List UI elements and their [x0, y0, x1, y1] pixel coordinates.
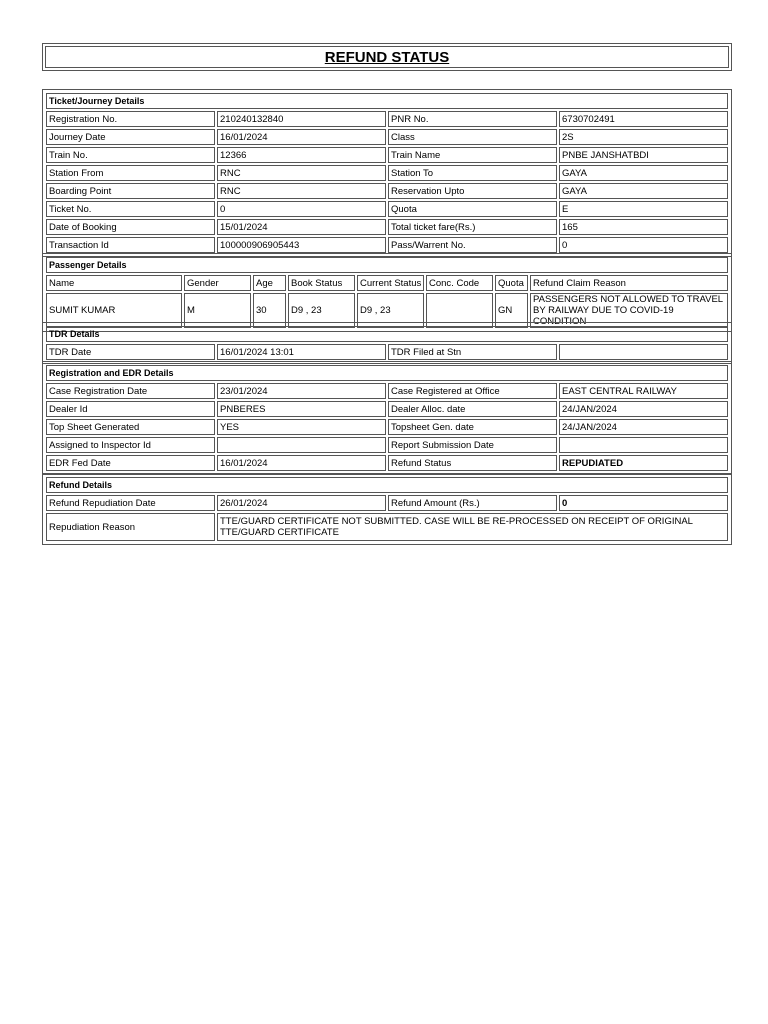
field-label: Topsheet Gen. date: [388, 419, 557, 435]
field-label: Refund Repudiation Date: [46, 495, 215, 511]
field-value: 165: [559, 219, 728, 235]
table-row: [46, 111, 728, 127]
field-value: 24/JAN/2024: [559, 401, 728, 417]
column-header: Quota: [495, 275, 528, 291]
field-value: 2S: [559, 129, 728, 145]
field-value: 26/01/2024: [217, 495, 386, 511]
table-row: [46, 401, 728, 417]
table-row: [46, 183, 728, 199]
field-label: Refund Amount (Rs.): [388, 495, 557, 511]
field-value: RNC: [217, 183, 386, 199]
section-header: Registration and EDR Details: [46, 365, 728, 381]
field-label: Case Registration Date: [46, 383, 215, 399]
table-row: [46, 455, 728, 471]
tdr-section: [42, 322, 732, 364]
field-label: Transaction Id: [46, 237, 215, 253]
field-label: Pass/Warrent No.: [388, 237, 557, 253]
passenger-age: 30: [253, 293, 286, 328]
field-label: Repudiation Reason: [46, 513, 215, 541]
section-header: TDR Details: [46, 326, 728, 342]
field-value: 15/01/2024: [217, 219, 386, 235]
repudiation-reason-value: TTE/GUARD CERTIFICATE NOT SUBMITTED. CASE WILL BE RE-PROCESSED ON RECEIPT OF ORIGINAL TTE/GUARD CERTIFICATE: [217, 513, 728, 541]
field-label: Journey Date: [46, 129, 215, 145]
column-header: Current Status: [357, 275, 424, 291]
column-header: Age: [253, 275, 286, 291]
refund-claim-reason: PASSENGERS NOT ALLOWED TO TRAVEL BY RAILWAY DUE TO COVID-19 CONDITION: [530, 293, 728, 328]
field-label: Station To: [388, 165, 557, 181]
refund-table: [44, 475, 730, 543]
field-label: Registration No.: [46, 111, 215, 127]
table-row: [46, 344, 728, 360]
field-value: PNBE JANSHATBDI: [559, 147, 728, 163]
field-value: 16/01/2024: [217, 129, 386, 145]
field-value: 6730702491: [559, 111, 728, 127]
section-header: Refund Details: [46, 477, 728, 493]
table-header-row: [46, 275, 728, 291]
refund-section: [42, 473, 732, 545]
section-header: Passenger Details: [46, 257, 728, 273]
field-value: 210240132840: [217, 111, 386, 127]
field-value: 100000906905443: [217, 237, 386, 253]
refund-amount-value: 0: [559, 495, 728, 511]
table-row: [46, 513, 728, 541]
field-value: RNC: [217, 165, 386, 181]
field-label: Train Name: [388, 147, 557, 163]
table-row: [46, 495, 728, 511]
field-value: 16/01/2024 13:01: [217, 344, 386, 360]
field-value: 12366: [217, 147, 386, 163]
field-value: 0: [559, 237, 728, 253]
field-label: Boarding Point: [46, 183, 215, 199]
field-label: TDR Filed at Stn: [388, 344, 557, 360]
field-value: 16/01/2024: [217, 455, 386, 471]
table-row: [46, 383, 728, 399]
field-label: Station From: [46, 165, 215, 181]
tdr-table: [44, 324, 730, 362]
field-label: Dealer Id: [46, 401, 215, 417]
field-label: PNR No.: [388, 111, 557, 127]
field-label: Assigned to Inspector Id: [46, 437, 215, 453]
edr-table: [44, 363, 730, 473]
table-row: [46, 165, 728, 181]
field-value: E: [559, 201, 728, 217]
table-row: [46, 129, 728, 145]
field-label: Refund Status: [388, 455, 557, 471]
field-value: 23/01/2024: [217, 383, 386, 399]
column-header: Book Status: [288, 275, 355, 291]
field-value: [217, 437, 386, 453]
field-label: Class: [388, 129, 557, 145]
journey-table: [44, 91, 730, 255]
table-row: [46, 147, 728, 163]
field-label: Reservation Upto: [388, 183, 557, 199]
field-value: [559, 437, 728, 453]
field-label: Quota: [388, 201, 557, 217]
page-title: REFUND STATUS: [45, 46, 729, 68]
field-label: Report Submission Date: [388, 437, 557, 453]
quota: GN: [495, 293, 528, 328]
column-header: Refund Claim Reason: [530, 275, 728, 291]
field-value: [559, 344, 728, 360]
table-row: [46, 419, 728, 435]
table-row: [46, 437, 728, 453]
passenger-name: SUMIT KUMAR: [46, 293, 182, 328]
table-row: [46, 201, 728, 217]
field-value: GAYA: [559, 183, 728, 199]
passenger-gender: M: [184, 293, 251, 328]
field-label: Top Sheet Generated: [46, 419, 215, 435]
field-label: Date of Booking: [46, 219, 215, 235]
field-value: 0: [217, 201, 386, 217]
current-status: D9 , 23: [357, 293, 424, 328]
field-label: Case Registered at Office: [388, 383, 557, 399]
column-header: Conc. Code: [426, 275, 493, 291]
journey-section: [42, 89, 732, 257]
field-label: EDR Fed Date: [46, 455, 215, 471]
field-value: YES: [217, 419, 386, 435]
refund-status-value: REPUDIATED: [559, 455, 728, 471]
field-label: Total ticket fare(Rs.): [388, 219, 557, 235]
table-row: [46, 237, 728, 253]
book-status: D9 , 23: [288, 293, 355, 328]
section-header: Ticket/Journey Details: [46, 93, 728, 109]
field-label: Dealer Alloc. date: [388, 401, 557, 417]
table-row: [46, 219, 728, 235]
field-label: TDR Date: [46, 344, 215, 360]
column-header: Gender: [184, 275, 251, 291]
field-label: Train No.: [46, 147, 215, 163]
passenger-section: [42, 253, 732, 332]
field-label: Ticket No.: [46, 201, 215, 217]
passenger-table: [44, 255, 730, 330]
field-value: GAYA: [559, 165, 728, 181]
column-header: Name: [46, 275, 182, 291]
field-value: PNBERES: [217, 401, 386, 417]
title-box: [42, 43, 732, 71]
field-value: EAST CENTRAL RAILWAY: [559, 383, 728, 399]
edr-section: [42, 361, 732, 475]
field-value: 24/JAN/2024: [559, 419, 728, 435]
